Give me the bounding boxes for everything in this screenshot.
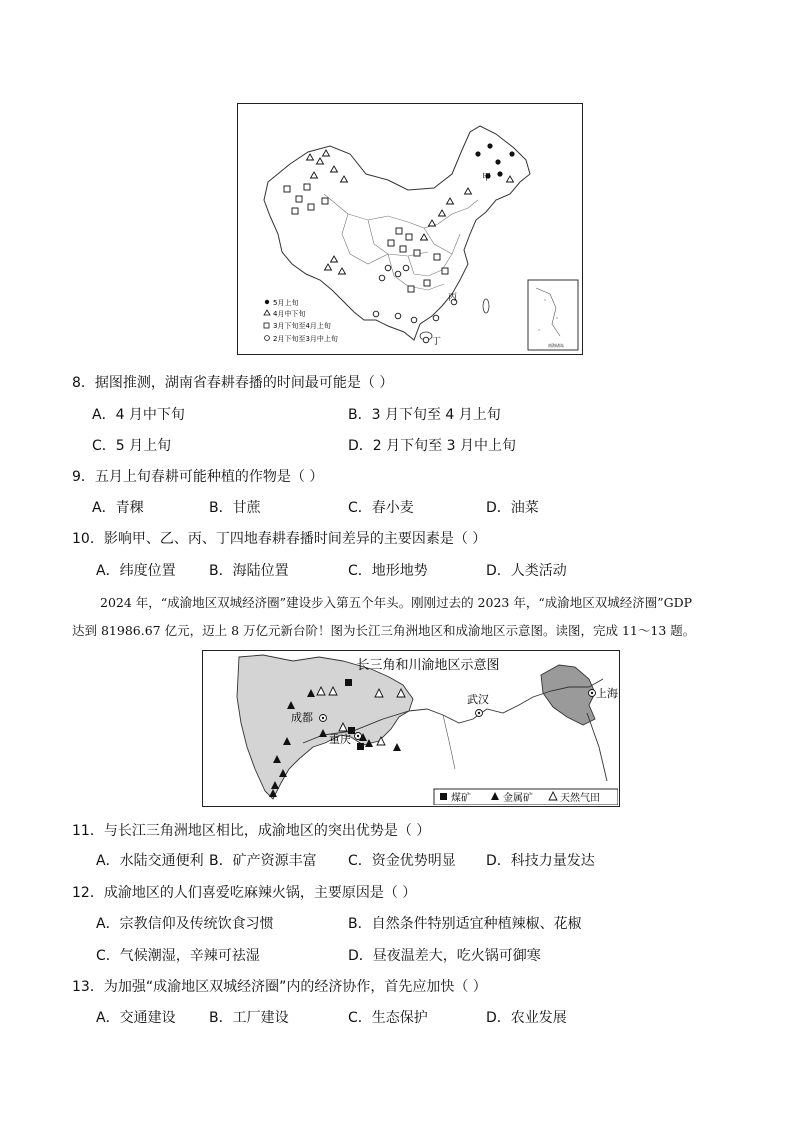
- map1-legend: [264, 298, 338, 343]
- legend-march: 3月下旬至4月上旬: [273, 322, 331, 330]
- q11-option-d[interactable]: D．科技力量发达: [486, 853, 595, 869]
- question-13-stem: 13．为加强“成渝地区双城经济圈”内的经济协作，首先应加快（ ）: [72, 979, 487, 995]
- q13-option-a[interactable]: A．交通建设: [96, 1010, 176, 1026]
- legend-gas: 天然气田: [560, 793, 600, 804]
- map2-legend: [434, 789, 618, 805]
- chengyu-region: [237, 655, 413, 799]
- q11-option-c[interactable]: C．资金优势明显: [348, 853, 456, 869]
- inset-label: 南海诸岛: [548, 343, 564, 348]
- q10-option-c[interactable]: C．地形地势: [348, 563, 428, 579]
- q9-option-a[interactable]: A．青稞: [92, 500, 144, 516]
- south-china-sea-inset: [528, 280, 578, 350]
- q9-option-b[interactable]: B．甘蔗: [209, 500, 261, 516]
- q13-option-c[interactable]: C．生态保护: [348, 1010, 428, 1026]
- yangtze-delta-region: [541, 665, 595, 725]
- q11-option-b[interactable]: B．矿产资源丰富: [209, 853, 317, 869]
- passage-line-1: 2024 年，“成渝地区双城经济圈”建设步入第五个年头。刚刚过去的 2023 年，“成渝地区双城经济圈”GDP: [100, 595, 693, 610]
- q8-option-d[interactable]: D．2 月下旬至 3 月中上旬: [348, 438, 516, 454]
- region-map-svg: [203, 651, 618, 805]
- legend-metal: 金属矿: [503, 793, 533, 804]
- q8-option-a[interactable]: A．4 月中下旬: [92, 407, 185, 423]
- city-chongqing: 重庆: [329, 733, 351, 746]
- q10-option-b[interactable]: B．海陆位置: [209, 563, 289, 579]
- city-wuhan: 武汉: [467, 693, 489, 706]
- label-jia: 甲: [482, 173, 492, 183]
- question-9-stem: 9．五月上旬春耕可能种植的作物是（ ）: [72, 469, 324, 485]
- map2-title: 长三角和川渝地区示意图: [356, 658, 500, 673]
- label-bing: 丙: [448, 293, 458, 303]
- q10-option-a[interactable]: A．纬度位置: [96, 563, 176, 579]
- city-shanghai: 上海: [596, 687, 618, 700]
- question-12-stem: 12．成渝地区的人们喜爱吃麻辣火锅，主要原因是（ ）: [72, 885, 417, 901]
- question-11-stem: 11．与长江三角洲地区相比，成渝地区的突出优势是（ ）: [72, 823, 431, 839]
- q10-option-d[interactable]: D．人类活动: [486, 563, 567, 579]
- q12-option-a[interactable]: A．宗教信仰及传统饮食习惯: [96, 916, 274, 932]
- yangtze-chengyu-map: [202, 650, 620, 807]
- q11-option-a[interactable]: A．水陆交通便利: [96, 853, 204, 869]
- legend-may-early: 5月上旬: [273, 299, 299, 307]
- taiwan-island: [483, 299, 489, 313]
- q12-option-d[interactable]: D．昼夜温差大，吃火锅可御寒: [348, 948, 541, 964]
- legend-feb: 2月下旬至3月中上旬: [273, 335, 338, 343]
- legend-april: 4月中下旬: [273, 310, 306, 318]
- question-8-stem: 8．据图推测，湖南省春耕春播的时间最可能是（ ）: [72, 375, 394, 391]
- q13-option-b[interactable]: B．工厂建设: [209, 1010, 289, 1026]
- city-chengdu: 成都: [291, 711, 313, 724]
- question-10-stem: 10．影响甲、乙、丙、丁四地春耕春播时间差异的主要因素是（ ）: [72, 531, 487, 547]
- q12-option-c[interactable]: C．气候潮湿，辛辣可祛湿: [96, 948, 260, 964]
- q9-option-c[interactable]: C．春小麦: [348, 500, 414, 516]
- q8-option-c[interactable]: C．5 月上旬: [92, 438, 172, 454]
- legend-coal: 煤矿: [451, 793, 471, 804]
- china-map-svg: [238, 104, 581, 353]
- q13-option-d[interactable]: D．农业发展: [486, 1010, 567, 1026]
- q9-option-d[interactable]: D．油菜: [486, 500, 539, 516]
- china-spring-sowing-map: [237, 103, 583, 355]
- passage-line-2: 达到 81986.67 亿元，迈上 8 万亿元新台阶！图为长江三角洲地区和成渝地区示意图。读图，完成 11～13 题。: [72, 623, 696, 638]
- q12-option-b[interactable]: B．自然条件特别适宜种植辣椒、花椒: [348, 916, 582, 932]
- q8-option-b[interactable]: B．3 月下旬至 4 月上旬: [348, 407, 501, 423]
- label-ding: 丁: [432, 337, 442, 347]
